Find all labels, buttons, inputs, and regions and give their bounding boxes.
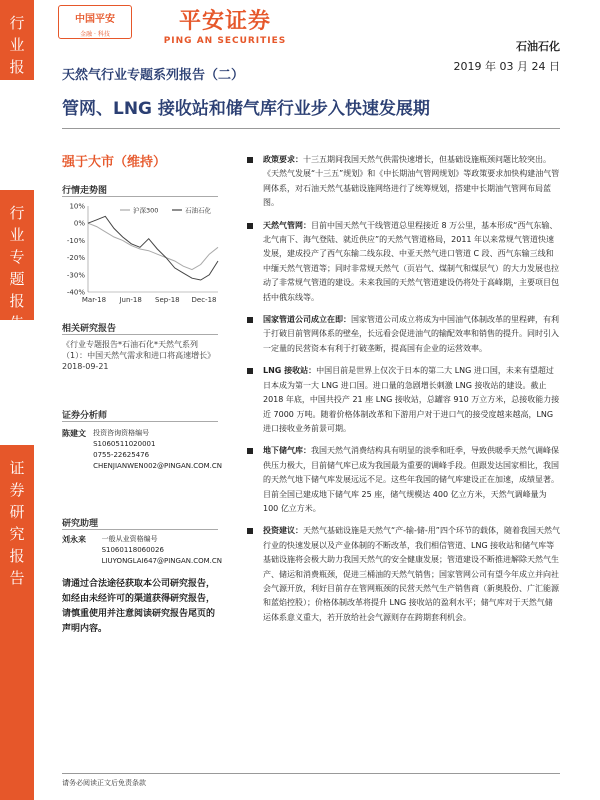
- side-char: 业: [9, 226, 25, 244]
- related-heading: 相关研究报告: [62, 324, 117, 334]
- bullet-text: 目前中国天然气干线管道总里程接近 8 万公里，基本形成“西气东输、北气南下、海气登陆、就近供应”的天然气管道格局，2011 年以来常规气管道快速发展，建成投产了西气东输二线东段、中亚天然气进口管道 C 段、西气东输三线和中缅天然气管道等；同时非常规天然气（页岩气、煤制气和煤层气）的大力发展也拉动了非常规气管道的建设。未来我国的天然气管道建设仍将处于高峰期，主要项目包括中俄东线等。: [263, 220, 559, 302]
- rating: 强于大市（维持）: [62, 155, 167, 170]
- side-char: 题: [9, 270, 25, 288]
- bullet-lead: LNG 接收站：: [263, 366, 317, 376]
- analyst-email[interactable]: CHENJIANWEN002@PINGAN.COM.CN: [93, 462, 222, 470]
- report-date: 2019 年 03 月 24 日: [453, 60, 560, 73]
- y-tick-label: 0%: [73, 219, 85, 228]
- bullet-pipeline: [245, 219, 560, 305]
- analyst-heading: 证券分析师: [62, 411, 108, 421]
- bullet-text: 国家管道公司成立将成为中国油气体制改革的里程碑，有利于打破目前管网体系的壁垒，长远看会促进油气的输配效率和销售的提升。同时引入一定量的民营资本有利于打破垄断，提高国有企业的运营效率。: [263, 315, 559, 353]
- section-divider: [62, 529, 218, 530]
- brand-mark: [160, 4, 290, 46]
- bullet-text: 我国天然气消费结构具有明显的淡季和旺季，导致供暖季天然气调峰保供压力极大，目前储气库已成为我国最为重要的调峰手段。但跟发达国家相比，我国的天然气地下储气库发展远远不足。这些年我国的储气库建设正在加速，成绩显著。目前全国已建成地下储气库 25 座，储气规模达 400 亿立方米，天然气调峰量为 100 亿立方米。: [263, 446, 559, 513]
- bullet-lead: 政策要求：: [263, 155, 303, 164]
- bullet-lead: 国家管道公司成立在即：: [263, 315, 351, 325]
- side-char: 告: [9, 80, 25, 98]
- side-char: 告: [9, 314, 25, 332]
- x-tick-label: Jun-18: [119, 296, 142, 304]
- report-series-title: 天然气行业专题系列报告（二）: [62, 68, 245, 83]
- analyst-block: [62, 428, 222, 472]
- y-tick-label: -20%: [66, 254, 85, 263]
- disclaimer: 请通过合法途径获取本公司研究报告，如经由未经许可的渠道获得研究报告，请慎重使用并注意阅读研究报告尾页的声明内容。: [62, 579, 216, 634]
- side-char: 行: [9, 14, 25, 32]
- assistant-name: 刘永来: [62, 535, 86, 544]
- analyst-qual-label: 投资咨询资格编号: [93, 429, 150, 437]
- side-tab-securities-research: [0, 445, 34, 800]
- bullet-storage: [245, 444, 560, 516]
- side-char: 报: [9, 547, 25, 565]
- series-line-1: [88, 216, 218, 280]
- analyst-phone: 0755-22625476: [93, 451, 150, 459]
- side-char: 究: [9, 525, 25, 543]
- section-divider: [62, 421, 218, 422]
- side-char: 行: [9, 204, 25, 222]
- bullet-pipeline-company: [245, 313, 560, 356]
- report-title: 管网、LNG 接收站和储气库行业步入快速发展期: [62, 99, 430, 119]
- bullet-square-icon: [247, 157, 253, 163]
- bullet-policy: [245, 153, 560, 211]
- brand-name-cn: 平安证券: [178, 9, 271, 34]
- side-char: 证: [9, 459, 25, 477]
- logo-subtext: 金融 · 科技: [80, 31, 110, 38]
- trend-heading: 行情走势图: [62, 186, 108, 196]
- y-tick-label: -40%: [66, 288, 85, 297]
- trend-chart: [62, 200, 222, 310]
- side-char: 研: [9, 503, 25, 521]
- x-tick-label: Dec-18: [191, 296, 217, 304]
- bullet-square-icon: [247, 223, 253, 229]
- bullet-text: 十三五期间我国天然气供需快速增长，但基础设施瓶颈问题比较突出。《天然气发展“十三五”规划》和《中长期油气管网规划》等政策要求加快构建油气管网体系，对石油天然气基础设施网络进行了统筹规划，搭建中长期油气管网布局蓝图。: [263, 155, 560, 208]
- legend-label: 沪深300: [133, 206, 159, 215]
- bullet-lead: 地下储气库：: [263, 446, 311, 456]
- ping-an-logo: [58, 5, 132, 39]
- analyst-name: 陈建文: [62, 429, 86, 438]
- bullet-lead: 投资建议：: [263, 526, 303, 536]
- analyst-license: S1060511020001: [93, 440, 156, 448]
- section-divider: [62, 334, 218, 335]
- footer-note: 请务必阅读正文后免责条款: [62, 779, 146, 787]
- side-char: 报: [9, 58, 25, 76]
- bullet-square-icon: [247, 528, 253, 534]
- related-report: 《行业专题报告*石油石化*天然气系列（1）：中国天然气需求和进口将高速增长》 2018-09-21: [62, 340, 216, 371]
- y-tick-label: 10%: [69, 202, 85, 211]
- assistant-block: [62, 534, 222, 567]
- industry-label: 石油石化: [516, 40, 560, 53]
- brand-name-en: PING AN SECURITIES: [163, 36, 287, 46]
- x-tick-label: Mar-18: [81, 296, 107, 304]
- side-char: 业: [9, 36, 25, 54]
- assistant-heading: 研究助理: [62, 519, 99, 529]
- side-char: 报: [9, 292, 25, 310]
- side-char: 专: [9, 248, 25, 266]
- bullet-text: 天然气基础设施是天然气“产-输-储-用”四个环节的载体，随着我国天然气行业的快速发展以及产业体制的不断改革，我们相信管道、LNG 接收站和储气库等基础设施将会极大助力我国天然气的安全健康发展；管道建设不断推进解除天然气生产、储运和消费瓶颈，促进三桶油的天然气销售；国家管网公司有望今年成立并向社会气源开放，利好目前存在管网瓶颈的民营天然气生产销售商（新奥股份、广汇能源和蓝焰控股）；价格体制改革将提升 LNG 接收站的盈利水平；储气库对于天然气储运体系意义重大，若开放给社会气源则存在跨期套利机会。: [263, 526, 560, 622]
- bullet-lead: 天然气管网：: [263, 220, 311, 230]
- bullet-square-icon: [247, 368, 253, 374]
- bullet-lng: [245, 364, 560, 436]
- legend-label: 石油石化: [185, 206, 211, 215]
- side-tab-industry-special-report: [0, 190, 34, 332]
- y-tick-label: -30%: [66, 271, 85, 280]
- title-divider: [62, 128, 560, 129]
- bullet-investment: [245, 524, 560, 625]
- assistant-email[interactable]: LIUYONGLAI647@PINGAN.COM.CN: [101, 557, 222, 565]
- assistant-qual-label: 一般从业资格编号: [101, 535, 158, 543]
- key-points: [245, 153, 560, 633]
- logo-text: 中国平安: [75, 14, 115, 25]
- bullet-square-icon: [247, 448, 253, 454]
- y-tick-label: -10%: [66, 236, 85, 245]
- side-char: 券: [9, 481, 25, 499]
- assistant-license: S1060118060026: [101, 546, 164, 554]
- bullet-square-icon: [247, 317, 253, 323]
- side-tab-industry-report: [0, 0, 34, 98]
- footer-divider: [62, 773, 560, 774]
- x-tick-label: Sep-18: [155, 296, 180, 304]
- side-char: 告: [9, 569, 25, 587]
- series-line-0: [88, 223, 218, 269]
- bullet-text: 中国目前是世界上仅次于日本的第二大 LNG 进口国，未来有望超过日本成为第一大 LNG 进口国。进口量的急剧增长刺激 LNG 接收站的建设。截止 2018 年底，中国共投产 21 座 LNG 接收站，总罐容 910 万立方米，总接收能力接近 7000 万吨。随着价格体制改革和下游用户对于进口气的接受度越来越高，LNG 进口接收业务前景可期。: [263, 366, 560, 433]
- section-divider: [62, 196, 218, 197]
